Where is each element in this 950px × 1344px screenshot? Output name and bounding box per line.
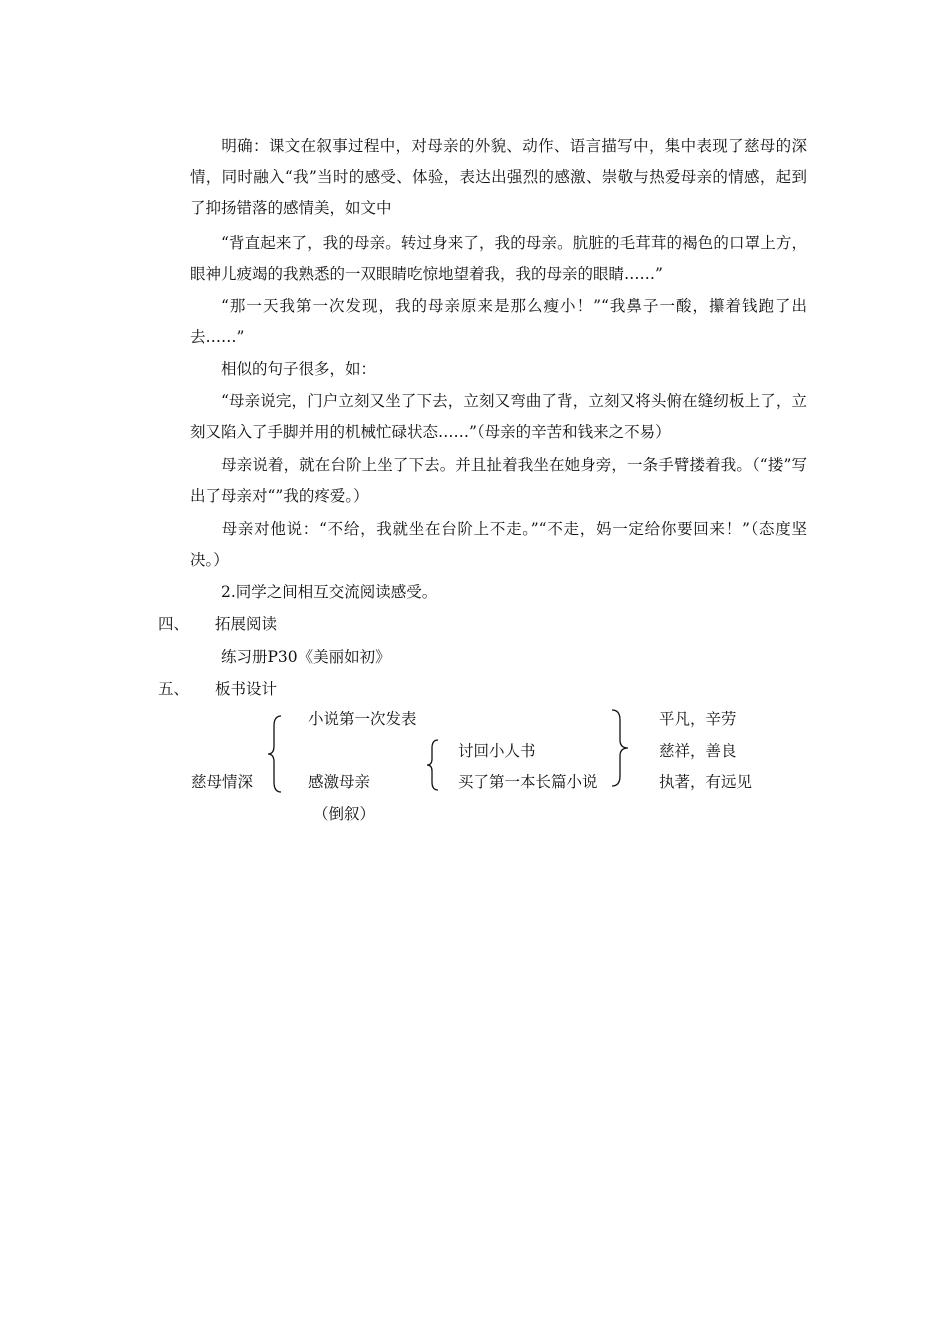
paragraph-quote-determined: 母亲对他说：“不给，我就坐在台阶上不走。”“不走，妈一定给你要回来！”（态度坚决。） <box>190 520 807 569</box>
section-four-title: 拓展阅读 <box>215 615 278 633</box>
section-four-content: 练习册P30《美丽如初》 <box>221 648 391 666</box>
board-bottom-note: （倒叙） <box>313 805 376 823</box>
brace-right <box>610 708 636 788</box>
section-five-title: 板书设计 <box>215 680 278 698</box>
board-trait: 执著，有远见 <box>659 773 753 791</box>
paragraph-similar-sentences: 相似的句子很多，如： <box>221 360 377 378</box>
paragraph-quote-thin-mother: “那一天我第一次发现，我的母亲原来是那么瘦小！”“我鼻子一酸，攥着钱跑了出去……” <box>190 297 807 346</box>
board-trait: 平凡，辛劳 <box>659 710 737 728</box>
section-five-number: 五、 <box>158 680 190 698</box>
brace-left-large <box>266 714 284 794</box>
paragraph-exchange: 2.同学之间相互交流阅读感受。 <box>221 583 438 601</box>
paragraph-quote-embrace: 母亲说着，就在台阶上坐了下去。并且扯着我坐在她身旁，一条手臂搂着我。（“搂”写出了母亲对“”我的疼爱。） <box>190 456 807 505</box>
section-four-number: 四、 <box>158 615 190 633</box>
board-root: 慈母情深 <box>191 773 254 791</box>
board-trait: 慈祥，善良 <box>659 742 737 760</box>
paragraph-quote-mother-back: “背直起来了，我的母亲。转过身来了，我的母亲。肮脏的毛茸茸的褐色的口罩上方，眼神儿疲竭的我熟悉的一双眼睛吃惊地望着我，我的母亲的眼睛……” <box>190 234 807 283</box>
brace-left-small <box>425 738 441 792</box>
board-sub-item: 买了第一本长篇小说 <box>458 773 598 791</box>
board-top-branch: 小说第一次发表 <box>308 710 417 728</box>
paragraph-clarification: 明确：课文在叙事过程中，对母亲的外貌、动作、语言描写中，集中表现了慈母的深情，同时融入“我”当时的感受、体验，表达出强烈的感激、崇敬与热爱母亲的情感，起到了抑扬错落的感情美，如文中 <box>190 137 807 217</box>
board-bottom-branch: 感激母亲 <box>308 773 371 791</box>
paragraph-quote-sewing: “母亲说完，门户立刻又坐了下去，立刻又弯曲了背，立刻又将头俯在缝纫板上了，立刻又陷入了手脚并用的机械忙碌状态……”（母亲的辛苦和钱来之不易） <box>190 392 807 441</box>
board-sub-item: 讨回小人书 <box>458 742 536 760</box>
